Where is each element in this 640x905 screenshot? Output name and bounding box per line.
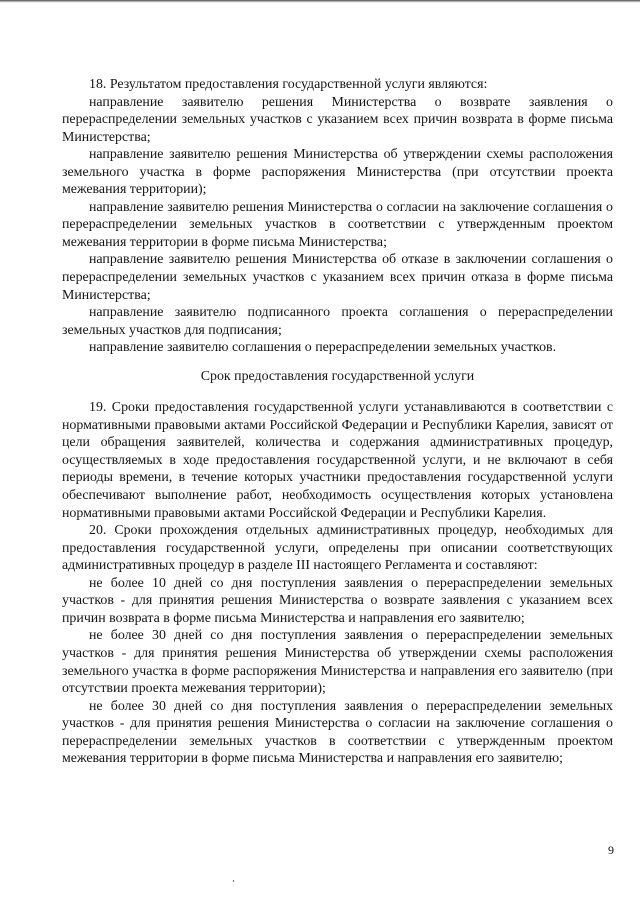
section-18-item: направление заявителю решения Министерства о согласии на заключение соглашения о перераспределении земельных участков в соответствии с утвержденным проектом межевания территории в форме письма Министерства; <box>62 199 613 250</box>
section-18-item: направление заявителю решения Министерства о возврате заявления о перераспределении земельных участков с указанием всех причин возврата в форме письма Министерства; <box>62 94 613 145</box>
section-18-item: направление заявителю подписанного проекта соглашения о перераспределении земельных участков для подписания; <box>62 305 613 338</box>
section-18-lead: 18. Результатом предоставления государственной услуги являются: <box>89 77 488 92</box>
section-heading: Срок предоставления государственной услуги <box>200 368 475 384</box>
section-20-lead: 20. Сроки прохождения отдельных административных процедур, необходимых для предоставления государственной услуги, определены при описании соответствующих административных процедур в разделе III настоящего Регламента и составляют: <box>62 523 613 574</box>
section-20-item: не более 30 дней со дня поступления заявления о перераспределении земельных участков - для принятия решения Министерства об утверждении схемы расположения земельного участка в форме распоряжения Министерства и направления его заявителю (при отсутствии проекта межевания территории); <box>62 628 613 697</box>
page-number: 9 <box>608 843 614 857</box>
section-19-paragraph: 19. Сроки предоставления государственной услуги устанавливаются в соответствии с нормативными правовыми актами Российской Федерации и Республики Карелия, зависят от цели обращения заявителей, количества и содержания административных процедур, осуществляемых в ходе предоставления государственной услуги, и не включают в себя периоды времени, в течение которых участники предоставления государственной услуги обеспечивают выполнение работ, необходимость осуществления которых установлена нормативными правовыми актами Российской Федерации и Республики Карелия. <box>62 400 613 521</box>
section-20-item: не более 30 дней со дня поступления заявления о перераспределении земельных участков - для принятия решения Министерства о согласии на заключение соглашения о перераспределении земельных участков в соответствии с утвержденным проектом межевания территории в форме письма Министерства и направления его заявителю; <box>62 698 613 767</box>
section-20-item: не более 10 дней со дня поступления заявления о перераспределении земельных участков - для принятия решения Министерства о возврате заявления с указанием всех причин возврата в форме письма Министерства и направления его заявителю; <box>62 575 613 626</box>
section-18-item: направление заявителю решения Министерства об отказе в заключении соглашения о перераспределении земельных участков с указанием всех причин отказа в форме письма Министерства; <box>62 252 613 303</box>
document-page <box>62 76 613 768</box>
scan-edge <box>0 0 640 3</box>
scan-speck <box>233 880 234 882</box>
section-18-item: направление заявителю соглашения о перераспределении земельных участков. <box>89 340 557 356</box>
section-18-item: направление заявителю решения Министерства об утверждении схемы расположения земельного участка в форме распоряжения Министерства (при отсутствии проекта межевания территории); <box>62 147 613 198</box>
